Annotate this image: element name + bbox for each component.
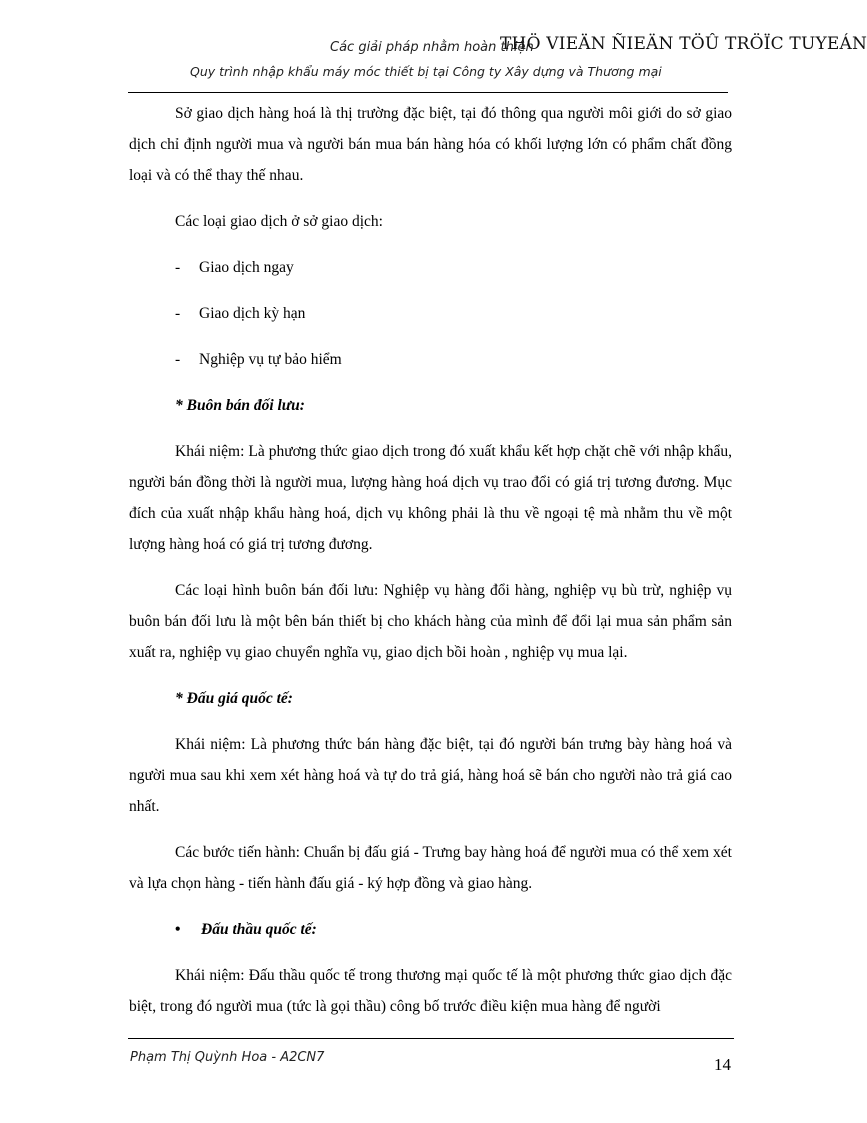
paragraph-exchange-types: Các loại giao dịch ở sở giao dịch: [175, 213, 383, 230]
section-heading-countertrade: * Buôn bán đối lưu: [175, 397, 305, 414]
paragraph-countertrade-concept: Khái niệm: Là phương thức giao dịch trong đó xuất khẩu kết hợp chặt chẽ với nhập khẩu, người bán đồng thời là người mua, lượng hàng hoá dịch vụ trao đổi có giá trị tương đương. Mục đích của xuất nhập khẩu hàng hoá, dịch vụ không phải là thu về ngoại tệ mà nhằm thu về một lượng hàng hoá có giá trị tương đương. [129, 443, 732, 553]
list-item-text: Nghiệp vụ tự bảo hiểm [199, 351, 342, 368]
paragraph-countertrade-types: Các loại hình buôn bán đối lưu: Nghiệp vụ hàng đổi hàng, nghiệp vụ bù trừ, nghiệp vụ buôn bán đối lưu là một bên bán thiết bị cho khách hàng của mình để đổi lại mua sản phẩm sản xuất ra, nghiệp vụ giao chuyển nghĩa vụ, giao dịch bồi hoàn , nghiệp vụ mua lại. [129, 582, 732, 661]
section-heading-tender-text: Đấu thầu quốc tế: [201, 921, 317, 938]
list-item [129, 344, 732, 375]
dash-marker: - [175, 305, 181, 322]
header-title-line2: Quy trình nhập khẩu máy móc thiết bị tại Công ty Xây dựng và Thương mại [190, 64, 662, 79]
footer-divider [128, 1038, 734, 1039]
bullet-icon: • [175, 921, 181, 938]
paragraph-tender-concept: Khái niệm: Đấu thầu quốc tế trong thương mại quốc tế là một phương thức giao dịch đặc biệt, trong đó người mua (tức là gọi thầu) công bố trước điều kiện mua hàng để người [129, 967, 732, 1015]
footer-author: Phạm Thị Quỳnh Hoa - A2CN7 [130, 1050, 325, 1065]
list-item [129, 298, 732, 329]
section-heading-tender [129, 914, 732, 945]
section-heading-auction: * Đấu giá quốc tế: [175, 690, 293, 707]
header-divider [128, 92, 728, 93]
list-item [129, 252, 732, 283]
list-item-text: Giao dịch ngay [199, 259, 294, 276]
document-body [129, 98, 732, 1037]
paragraph-auction-concept: Khái niệm: Là phương thức bán hàng đặc biệt, tại đó người bán trưng bày hàng hoá và người mua sau khi xem xét hàng hoá và tự do trả giá, hàng hoá sẽ bán cho người nào trả giá cao nhất. [129, 736, 732, 815]
header-watermark: THÖ VIEÄN ÑIEÄN TÖÛ TRÖÏC TUYEÁN [500, 34, 867, 54]
page-number: 14 [714, 1055, 731, 1074]
paragraph-auction-steps: Các bước tiến hành: Chuẩn bị đấu giá - Trưng bay hàng hoá để người mua có thể xem xét và lựa chọn hàng - tiến hành đấu giá - ký hợp đồng và giao hàng. [129, 844, 732, 892]
dash-marker: - [175, 259, 181, 276]
header-title-line1: Các giải pháp nhằm hoàn thiện [330, 40, 534, 55]
paragraph-exchange-definition: Sở giao dịch hàng hoá là thị trường đặc biệt, tại đó thông qua người môi giới do sở giao dịch chỉ định người mua và người bán mua bán hàng hóa có khối lượng lớn có phẩm chất đồng loại và có thể thay thế nhau. [129, 105, 732, 184]
list-item-text: Giao dịch kỳ hạn [199, 305, 306, 322]
dash-marker: - [175, 351, 181, 368]
